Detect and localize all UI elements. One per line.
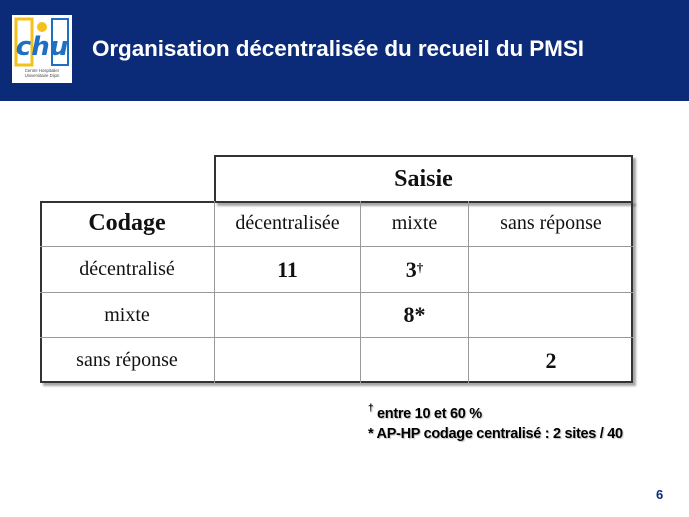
column-header: sans réponse (469, 201, 633, 247)
slide-header (0, 0, 689, 101)
logo-text: chu (15, 32, 69, 62)
footnote-dagger (368, 404, 623, 426)
logo-caption-line1: Centre Hospitalier (24, 68, 60, 73)
table-cell (215, 293, 361, 338)
table-cell: 2 (545, 347, 557, 373)
row-label: mixte (40, 293, 215, 338)
slide-title: Organisation décentralisée du recueil du PMSI (92, 36, 584, 61)
table-cell (469, 293, 633, 338)
row-label: sans réponse (40, 338, 215, 383)
logo-caption-line2: Universitaire Dijon (24, 72, 60, 78)
dagger-symbol: † (368, 403, 374, 414)
footnotes (368, 404, 623, 448)
footnote-dagger-text: entre 10 et 60 % (373, 405, 482, 422)
page-number: 6 (656, 487, 664, 502)
footnote-asterisk: * AP-HP codage centralisé : 2 sites / 40 (368, 426, 623, 442)
cell-value: 3 (405, 256, 417, 282)
table-cell (215, 338, 361, 383)
table-cell: 11 (215, 247, 361, 293)
row-header-codage: Codage (40, 201, 215, 247)
table-cell (361, 247, 469, 293)
table-cell (469, 247, 633, 293)
table-cell: 8* (361, 293, 469, 338)
dagger-mark: † (416, 259, 424, 275)
chu-dijon-logo-icon (12, 15, 72, 83)
group-header-saisie: Saisie (394, 165, 453, 192)
column-header: décentralisée (215, 201, 361, 247)
column-header: mixte (361, 201, 469, 247)
table-cell (361, 338, 469, 383)
row-label: décentralisé (40, 247, 215, 293)
